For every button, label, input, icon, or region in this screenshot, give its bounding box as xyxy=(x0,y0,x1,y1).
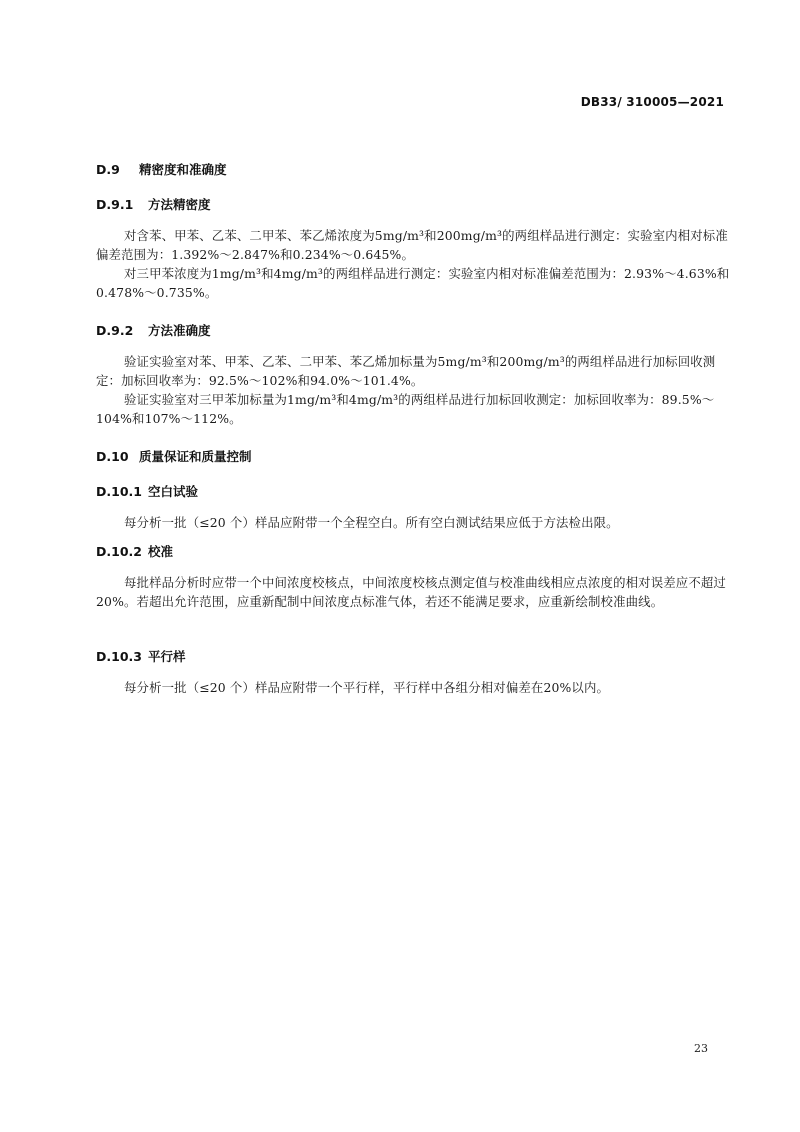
section-title: 方法精密度 xyxy=(148,197,211,212)
section-number: D.9.1 xyxy=(96,196,134,212)
paragraph: 验证实验室对苯、甲苯、乙苯、二甲苯、苯乙烯加标量为5mg/m³和200mg/m³的两组样品进行加标回收测定：加标回收率为：92.5%～102%和94.0%～101.4%。 xyxy=(96,354,716,388)
section-d103 xyxy=(96,647,736,697)
section-heading xyxy=(96,447,736,465)
section-d91 xyxy=(96,195,736,302)
section-heading xyxy=(96,482,736,500)
section-number: D.9.2 xyxy=(96,322,134,338)
paragraph: 每分析一批（≤20 个）样品应附带一个平行样，平行样中各组分相对偏差在20%以内。 xyxy=(124,680,610,695)
section-title: 质量保证和质量控制 xyxy=(139,449,252,464)
section-d92 xyxy=(96,321,736,428)
section-number: D.10.2 xyxy=(96,543,142,559)
paragraph: 对含苯、甲苯、乙苯、二甲苯、苯乙烯浓度为5mg/m³和200mg/m³的两组样品进行测定：实验室内相对标准偏差范围为：1.392%～2.847%和0.234%～0.645%。 xyxy=(96,228,728,262)
section-title: 校准 xyxy=(148,544,174,559)
section-heading xyxy=(96,195,736,213)
document-code: DB33/ 310005—2021 xyxy=(580,95,724,109)
paragraph: 对三甲苯浓度为1mg/m³和4mg/m³的两组样品进行测定：实验室内相对标准偏差范围为：2.93%～4.63%和0.478%～0.735%。 xyxy=(96,266,730,300)
section-d102 xyxy=(96,542,736,611)
section-d9 xyxy=(96,160,736,178)
section-title: 精密度和准确度 xyxy=(139,162,227,177)
section-d10 xyxy=(96,447,736,465)
paragraph: 每分析一批（≤20 个）样品应附带一个全程空白。所有空白测试结果应低于方法检出限。 xyxy=(124,515,619,530)
section-number: D.9 xyxy=(96,161,120,177)
section-title: 方法准确度 xyxy=(148,323,211,338)
section-number: D.10 xyxy=(96,448,129,464)
section-number: D.10.3 xyxy=(96,648,142,664)
page-number: 23 xyxy=(694,1042,708,1055)
section-title: 平行样 xyxy=(148,649,186,664)
section-title: 空白试验 xyxy=(148,484,199,499)
section-heading xyxy=(96,647,736,665)
paragraph: 每批样品分析时应带一个中间浓度校核点，中间浓度校核点测定值与校准曲线相应点浓度的相对误差应不超过20%。若超出允许范围，应重新配制中间浓度点标准气体，若还不能满足要求，应重新绘制校准曲线。 xyxy=(96,575,726,609)
section-heading xyxy=(96,160,736,178)
section-heading xyxy=(96,542,736,560)
paragraph: 验证实验室对三甲苯加标量为1mg/m³和4mg/m³的两组样品进行加标回收测定：加标回收率为：89.5%～104%和107%～112%。 xyxy=(96,392,715,426)
section-number: D.10.1 xyxy=(96,483,142,499)
section-d101 xyxy=(96,482,736,532)
section-heading xyxy=(96,321,736,339)
